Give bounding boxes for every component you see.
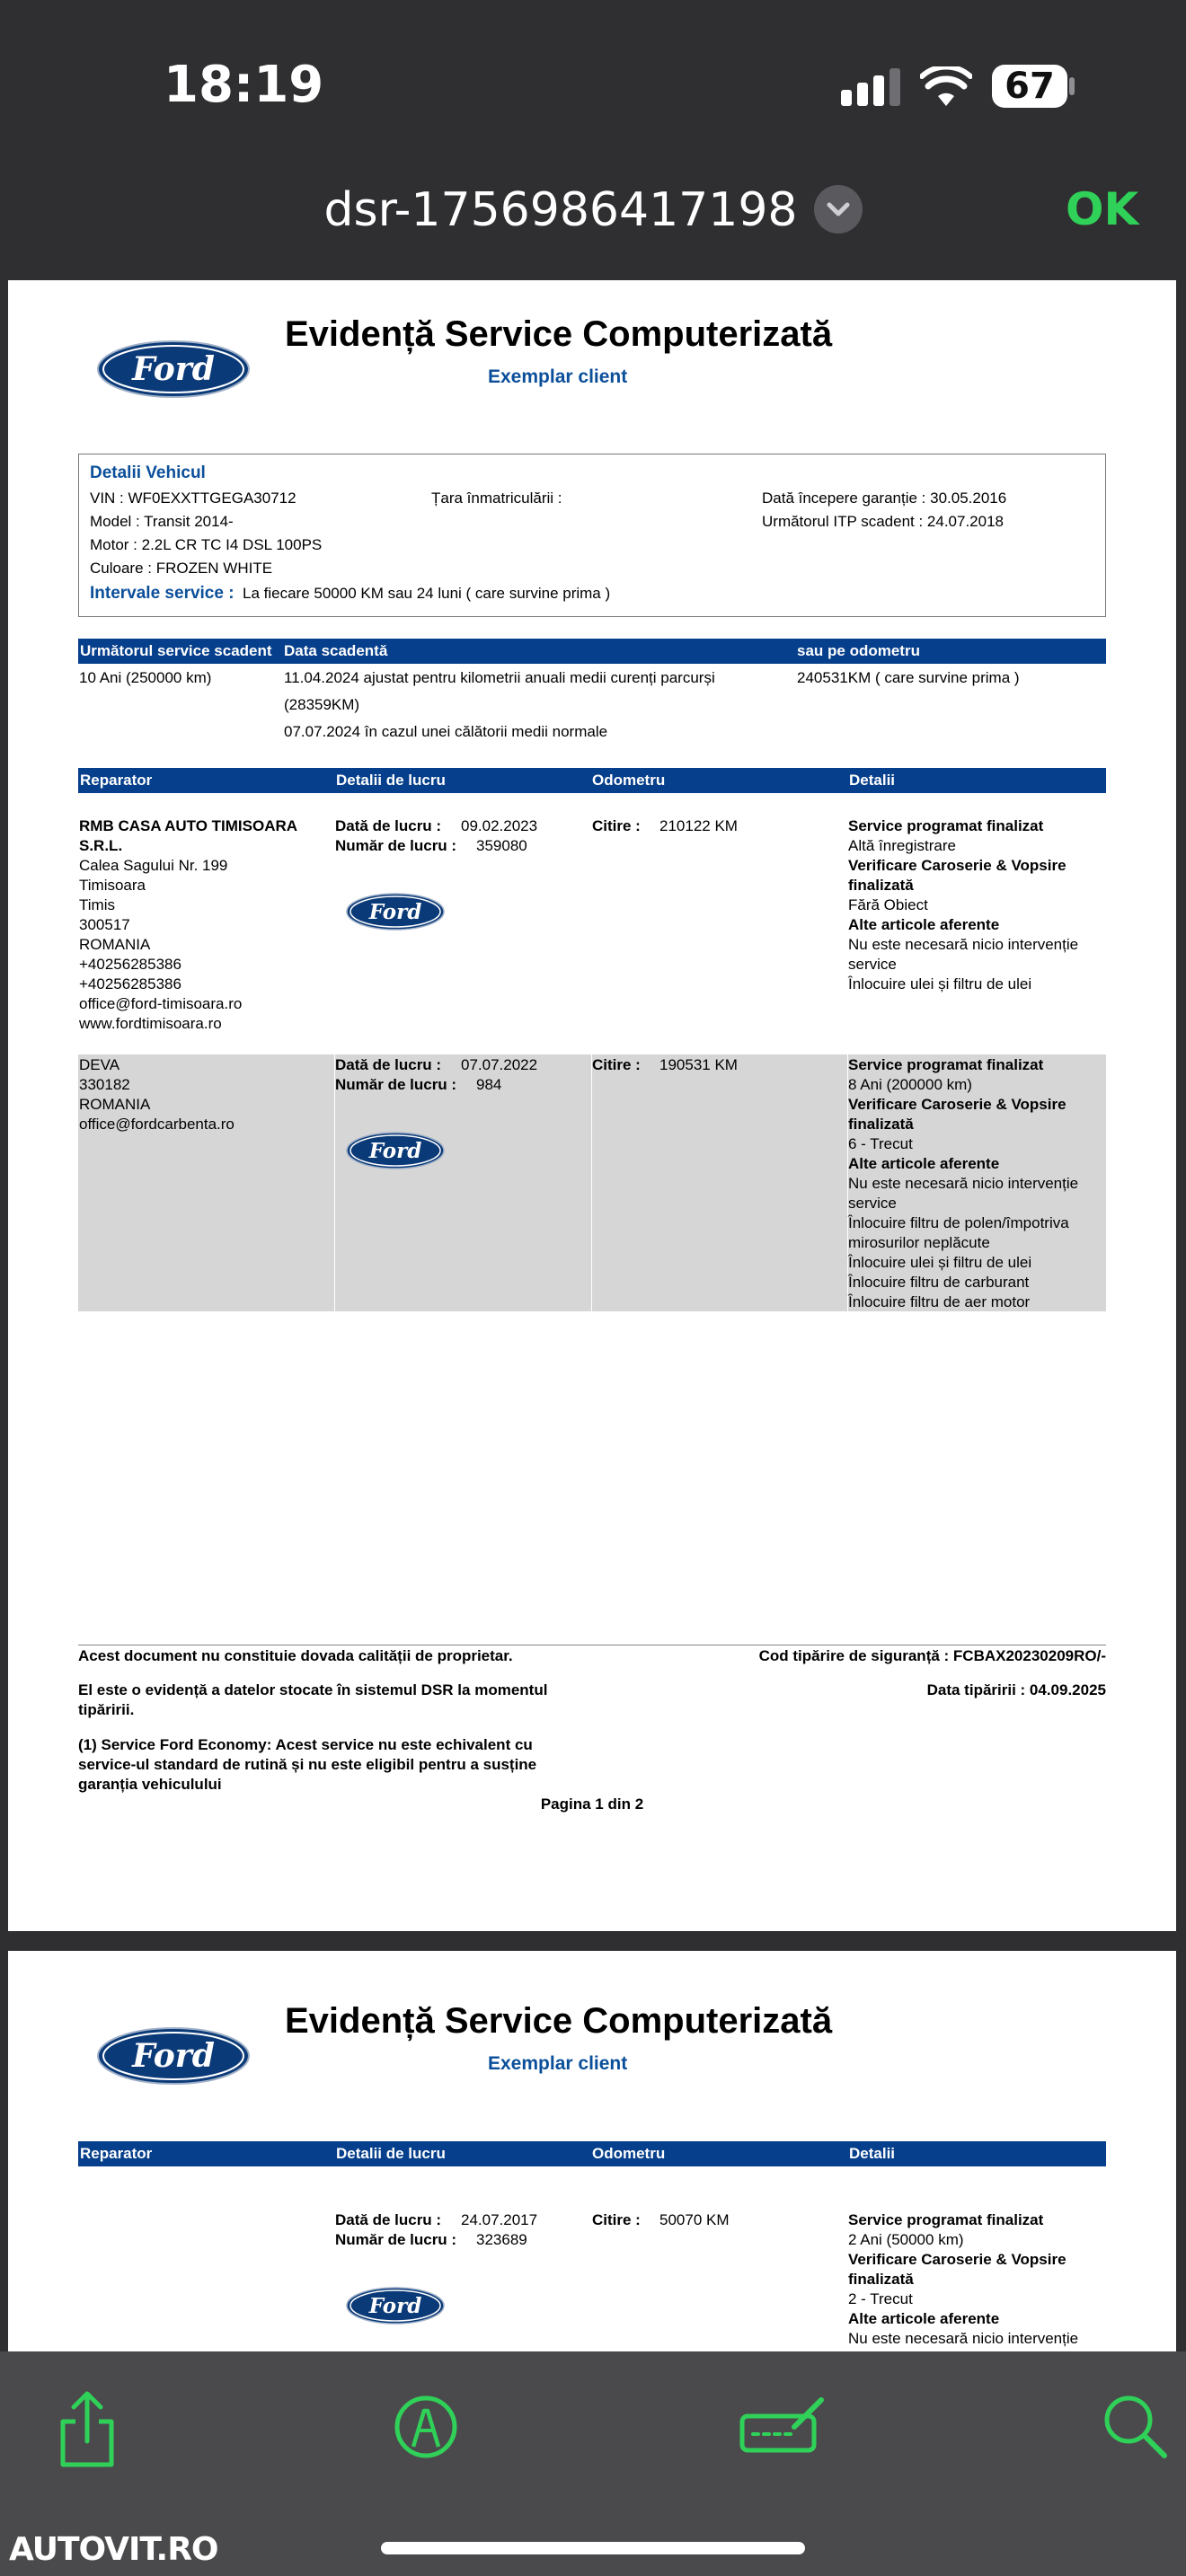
repairer-line: +40256285386: [79, 956, 181, 973]
detail-line: Verificare Caroserie & Vopsire: [848, 857, 1067, 874]
detail-line: Înlocuire ulei și filtru de ulei: [848, 1254, 1032, 1271]
page-subtitle: Exemplar client: [488, 2053, 628, 2074]
detail-line: Fără Obiect: [848, 896, 928, 913]
repairer-line: DEVA: [79, 1056, 120, 1073]
repairer-line: office@fordcarbenta.ro: [79, 1116, 235, 1133]
odometer-reading: 210122 KM: [659, 817, 738, 834]
repairer-line: Timis: [79, 896, 115, 913]
repairer-line: 300517: [79, 916, 130, 933]
detail-line: service: [848, 956, 897, 973]
detail-line: Alte articole aferente: [848, 916, 1000, 933]
document-title[interactable]: dsr-1756986417198: [323, 183, 798, 237]
header-details: Detalii: [849, 772, 896, 789]
job-number-label: Număr de lucru :: [335, 1076, 457, 1093]
due-date-line3: 07.07.2024 în cazul unei călătorii medii normale: [284, 723, 608, 740]
job-number: 359080: [476, 837, 527, 854]
svg-text:Ford: Ford: [368, 1139, 422, 1163]
header-next-service: Următorul service scadent: [80, 642, 272, 659]
share-icon[interactable]: [56, 2389, 119, 2470]
vehicle-heading: Detalii Vehicul: [90, 463, 206, 482]
detail-line: Alte articole aferente: [848, 1155, 1000, 1172]
detail-line: Înlocuire filtru de carburant: [848, 1274, 1030, 1291]
column-divider: [591, 1054, 592, 1311]
detail-line: 2 Ani (50000 km): [848, 2231, 964, 2248]
chevron-down-icon[interactable]: [814, 185, 863, 234]
print-date: Data tipăririi : 04.09.2025: [926, 1681, 1106, 1698]
header-due-date: Data scadentă: [284, 642, 388, 659]
markup-icon[interactable]: [394, 2395, 458, 2459]
odometer-label: Citire :: [592, 2211, 641, 2228]
detail-line: finalizată: [848, 2271, 914, 2288]
page-title: Evidență Service Computerizată: [285, 2001, 833, 2041]
detail-line: Înlocuire filtru de aer motor: [848, 1293, 1031, 1310]
repairer-line: ROMANIA: [79, 1096, 151, 1113]
detail-line: Service programat finalizat: [848, 1056, 1044, 1073]
ok-button[interactable]: OK: [1066, 183, 1139, 235]
detail-line: 6 - Trecut: [848, 1135, 913, 1152]
detail-line: 2 - Trecut: [848, 2290, 913, 2307]
evidence-note-line2: tipăririi.: [78, 1701, 135, 1718]
due-date-line1: 11.04.2024 ajustat pentru kilometrii anuali medii curenți parcurși: [284, 669, 715, 686]
watermark-logo: AUTOVIT.RO: [9, 2531, 218, 2568]
job-number-label: Număr de lucru :: [335, 837, 457, 854]
detail-line: 8 Ani (200000 km): [848, 1076, 972, 1093]
work-date: 07.07.2022: [461, 1056, 538, 1073]
detail-line: Verificare Caroserie & Vopsire: [848, 1096, 1067, 1113]
signature-icon[interactable]: [739, 2395, 828, 2454]
repairer-line: +40256285386: [79, 975, 181, 992]
header-odometer: Odometru: [592, 2145, 666, 2162]
page-subtitle: Exemplar client: [488, 366, 628, 387]
ownership-disclaimer: Acest document nu constituie dovada calității de proprietar.: [78, 1647, 513, 1664]
job-number: 323689: [476, 2231, 527, 2248]
cellular-signal-icon: [841, 68, 900, 106]
warranty-start: Dată începere garanție : 30.05.2016: [762, 490, 1007, 507]
next-service-interval: 10 Ani (250000 km): [79, 669, 212, 686]
document-page-2: [8, 1951, 1176, 2355]
odometer-reading: 50070 KM: [659, 2211, 730, 2228]
detail-line: Service programat finalizat: [848, 2211, 1044, 2228]
work-date: 09.02.2023: [461, 817, 538, 834]
model: Model : Transit 2014-: [90, 513, 234, 530]
service-interval: [90, 584, 610, 604]
svg-text:Ford: Ford: [368, 2294, 422, 2318]
document-title-bar[interactable]: [0, 183, 1186, 237]
detail-line: Verificare Caroserie & Vopsire: [848, 2251, 1067, 2268]
battery-cap: [1069, 77, 1075, 95]
odometer-due: 240531KM ( care survine prima ): [797, 669, 1020, 686]
detail-line: Service programat finalizat: [848, 817, 1044, 834]
wifi-icon: [920, 66, 972, 106]
service-interval-label: Intervale service :: [90, 584, 235, 603]
header-odometer: Odometru: [592, 772, 666, 789]
repairer-line: 330182: [79, 1076, 130, 1093]
service-interval-value: La fiecare 50000 KM sau 24 luni ( care survine prima ): [243, 585, 611, 602]
svg-text:Ford: Ford: [132, 2037, 215, 2075]
detail-line: finalizată: [848, 1116, 914, 1133]
detail-line: Înlocuire filtru de polen/împotriva: [848, 1214, 1069, 1231]
work-date-label: Dată de lucru :: [335, 1056, 442, 1073]
next-service-header: [78, 639, 1106, 664]
search-icon[interactable]: [1102, 2393, 1168, 2459]
detail-line: Nu este necesară nicio intervenție: [848, 936, 1079, 953]
detail-line: mirosurilor neplăcute: [848, 1234, 990, 1251]
svg-text:Ford: Ford: [368, 900, 422, 924]
repairer-name-suffix: S.R.L.: [79, 837, 123, 854]
detail-line: Altă înregistrare: [848, 837, 956, 854]
work-date-label: Dată de lucru :: [335, 817, 442, 834]
header-work-details: Detalii de lucru: [336, 2145, 446, 2162]
odometer-label: Citire :: [592, 817, 641, 834]
registration-country: Țara înmatriculării :: [431, 490, 562, 507]
header-details: Detalii: [849, 2145, 896, 2162]
vin: VIN : WF0EXXTTGEGA30712: [90, 490, 296, 507]
ford-logo-icon: [346, 2287, 445, 2325]
detail-line: Nu este necesară nicio intervenție: [848, 2330, 1079, 2347]
detail-line: service: [848, 1195, 897, 1212]
home-indicator[interactable]: [381, 2542, 805, 2554]
ford-logo-icon: [346, 1132, 445, 1169]
svg-text:Ford: Ford: [132, 350, 215, 388]
job-number-label: Număr de lucru :: [335, 2231, 457, 2248]
engine: Motor : 2.2L CR TC I4 DSL 100PS: [90, 536, 323, 553]
vehicle-details-box: [78, 454, 1106, 617]
repairer-line: Timisoara: [79, 877, 146, 894]
repairer-name: RMB CASA AUTO TIMISOARA: [79, 817, 298, 834]
page-title: Evidență Service Computerizată: [285, 314, 833, 354]
detail-line: Nu este necesară nicio intervenție: [848, 1175, 1079, 1192]
records-header: [78, 768, 1106, 793]
ford-logo-icon: [96, 340, 251, 399]
page-number: Pagina 1 din 2: [540, 1795, 644, 1813]
status-time: 18:19: [164, 56, 324, 114]
repairer-line: ROMANIA: [79, 936, 151, 953]
header-work-details: Detalii de lucru: [336, 772, 446, 789]
next-itp: Următorul ITP scadent : 24.07.2018: [762, 513, 1005, 530]
work-date: 24.07.2017: [461, 2211, 538, 2228]
detail-line: finalizată: [848, 877, 914, 894]
repairer-line: Calea Sagului Nr. 199: [79, 857, 228, 874]
due-date-line2: (28359KM): [284, 696, 360, 713]
ford-logo-icon: [346, 893, 445, 931]
repairer-line: office@ford-timisoara.ro: [79, 995, 243, 1012]
header-repairer: Reparator: [80, 2145, 153, 2162]
odometer-reading: 190531 KM: [659, 1056, 738, 1073]
job-number: 984: [476, 1076, 502, 1093]
color: Culoare : FROZEN WHITE: [90, 560, 273, 577]
detail-line: Înlocuire ulei și filtru de ulei: [848, 975, 1032, 992]
economy-note-line1: (1) Service Ford Economy: Acest service nu este echivalent cu: [78, 1736, 533, 1753]
work-date-label: Dată de lucru :: [335, 2211, 442, 2228]
repairer-line: www.fordtimisoara.ro: [79, 1015, 222, 1032]
security-code: Cod tipărire de siguranță : FCBAX20230209RO/-: [758, 1647, 1106, 1664]
economy-note-line2: service-ul standard de rutină și nu este eligibil pentru a susține: [78, 1756, 537, 1773]
ford-logo-icon: [96, 2026, 251, 2086]
header-odometer-due: sau pe odometru: [797, 642, 920, 659]
battery-indicator: 67: [992, 65, 1067, 108]
economy-note-line3: garanția vehiculului: [78, 1776, 222, 1793]
evidence-note-line1: El este o evidență a datelor stocate în sistemul DSR la momentul: [78, 1681, 548, 1698]
document-page-1: [8, 280, 1176, 1931]
header-repairer: Reparator: [80, 772, 153, 789]
records-header: [78, 2141, 1106, 2166]
odometer-label: Citire :: [592, 1056, 641, 1073]
detail-line: Alte articole aferente: [848, 2310, 1000, 2327]
